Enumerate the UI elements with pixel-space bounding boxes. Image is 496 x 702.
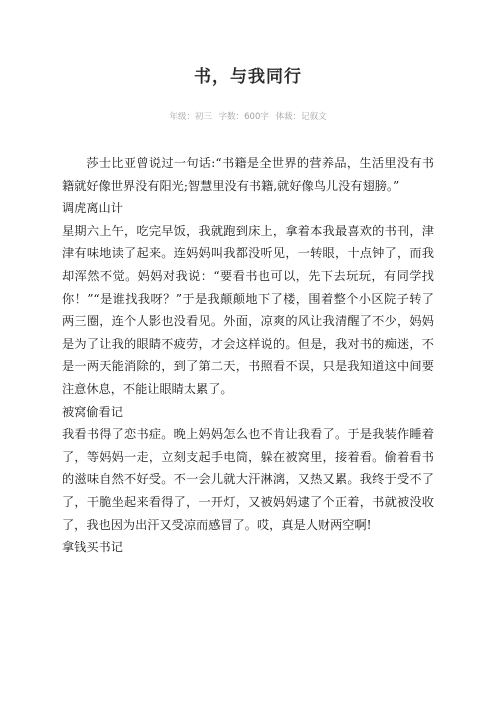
meta-genre: 体裁：记叙文 [275, 112, 327, 122]
meta-word-count: 字数：600字 [218, 112, 269, 122]
article-title: 书，与我同行 [194, 67, 302, 87]
section-heading: 调虎离山计 [62, 201, 123, 216]
article-meta [0, 110, 496, 122]
article-body [62, 152, 434, 559]
section-paragraph: 我看书得了恋书症。晚上妈妈怎么也不肯让我看了。于是我装作睡着了，等妈妈一走，立刻支起手电筒，躲在被窝里，接着看。偷着看书的滋味自然不好受。不一会儿就大汗淋漓，又热又累。我终于受不了了，干脆坐起来看得了，一开灯，又被妈妈逮了个正着，书就被没收了，我也因为出汗又受凉而感冒了。哎，真是人财两空啊! [62, 427, 434, 532]
section-heading: 拿钱买书记 [62, 540, 123, 555]
meta-grade: 年级：初三 [169, 112, 212, 122]
section-heading: 被窝偷看记 [62, 404, 123, 419]
section-paragraph: 星期六上午，吃完早饭，我就跑到床上，拿着本我最喜欢的书刊，津津有味地读了起来。连妈妈叫我都没听见，一转眼，十点钟了，而我却浑然不觉。妈妈对我说：“要看书也可以，先下去玩玩，有同学找你！”“是谁找我呀？”于是我颠颠地下了楼，围着整个小区院子转了两三圈，连个人影也没看见。外面，凉爽的风让我清醒了不少，妈妈是为了让我的眼睛不疲劳，才会这样说的。但是，我对书的痴迷，不是一两天能消除的，到了第二天，书照看不误，只是我知道这中间要注意休息，不能让眼睛太累了。 [62, 223, 434, 396]
intro-paragraph: 莎士比亚曾说过一句话:“书籍是全世界的营养品，生活里没有书籍就好像世界没有阳光;智慧里没有书籍,就好像鸟儿没有翅膀。” [62, 156, 434, 193]
